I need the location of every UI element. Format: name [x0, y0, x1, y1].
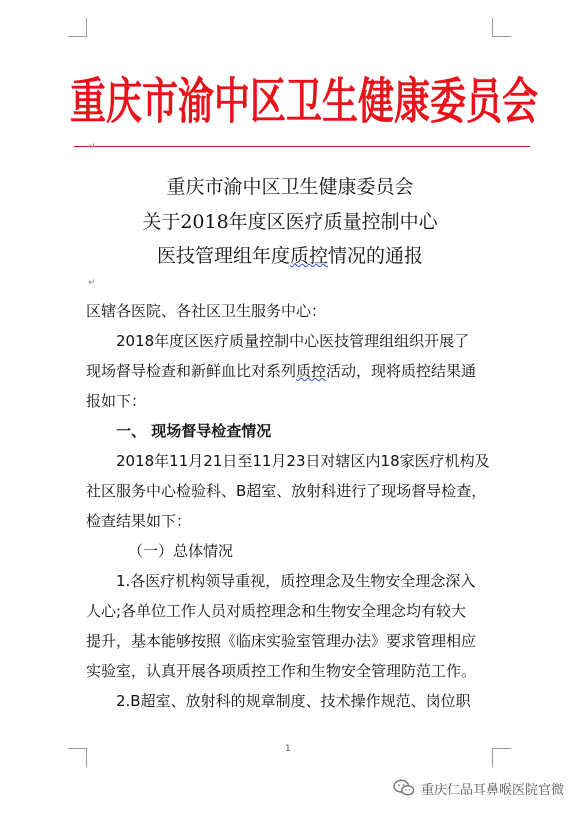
spellcheck-underline: 质控 — [289, 245, 328, 267]
paragraph-2-line-3: 检查结果如下： — [86, 512, 192, 530]
document-title-line-1: 重庆市渝中区卫生健康委员会 — [166, 176, 414, 198]
wechat-icon — [393, 778, 415, 798]
paragraph-2-line-1: 2018年11月21日至11月23日对辖区内18家医疗机构及 — [116, 452, 490, 470]
crop-mark-bottom-right — [492, 748, 511, 767]
crop-mark-bottom-left — [68, 748, 87, 767]
page-number: 1 — [285, 744, 291, 754]
paragraph-1-line-2: 现场督导检查和新鲜血比对系列质控活动，现将质控结果通 — [86, 362, 477, 380]
document-body — [86, 296, 500, 716]
paragraph-2-line-2: 社区服务中心检验科、B超室、放射科进行了现场督导检查， — [86, 482, 487, 500]
paragraph-1-line-1: 2018年度区医疗质量控制中心医技管理组组织开展了 — [116, 332, 470, 350]
crop-mark-top-left — [68, 18, 87, 37]
wechat-watermark — [393, 778, 564, 798]
item-1-line-3: 提升，基本能够按照《临床实验室管理办法》要求管理相应 — [86, 632, 477, 650]
red-masthead: 重庆市渝中区卫生健康委员会 — [70, 73, 539, 131]
item-1-line-2: 人心;各单位工作人员对质控理念和生物安全理念均有较大 — [86, 602, 467, 620]
document-title-line-3: 医技管理组年度质控情况的通报 — [156, 245, 424, 267]
item-1-line-4: 实验室，认真开展各项质控工作和生物安全管理防范工作。 — [86, 662, 477, 680]
salutation: 区辖各医院、各社区卫生服务中心： — [86, 302, 327, 320]
document-title-line-2: 关于2018年度区医疗质量控制中心 — [142, 211, 438, 233]
item-2-line-1: 2.B超室、放射科的规章制度、技术操作规范、岗位职 — [116, 692, 471, 710]
paragraph-mark: ↵ — [88, 142, 96, 152]
spellcheck-underline: 质控 — [296, 362, 327, 380]
subsection-heading-1: （一）总体情况 — [128, 542, 234, 560]
watermark-text: 重庆仁品耳鼻喉医院官微 — [420, 782, 564, 798]
paragraph-1-line-3: 报如下： — [86, 392, 147, 410]
masthead-divider — [74, 146, 530, 147]
item-1-line-1: 1.各医疗机构领导重视，质控理念及生物安全理念深入 — [116, 572, 476, 590]
crop-mark-top-right — [492, 18, 511, 37]
section-heading-1: 一、 现场督导检查情况 — [116, 422, 272, 440]
paragraph-mark: ↵ — [88, 278, 96, 288]
